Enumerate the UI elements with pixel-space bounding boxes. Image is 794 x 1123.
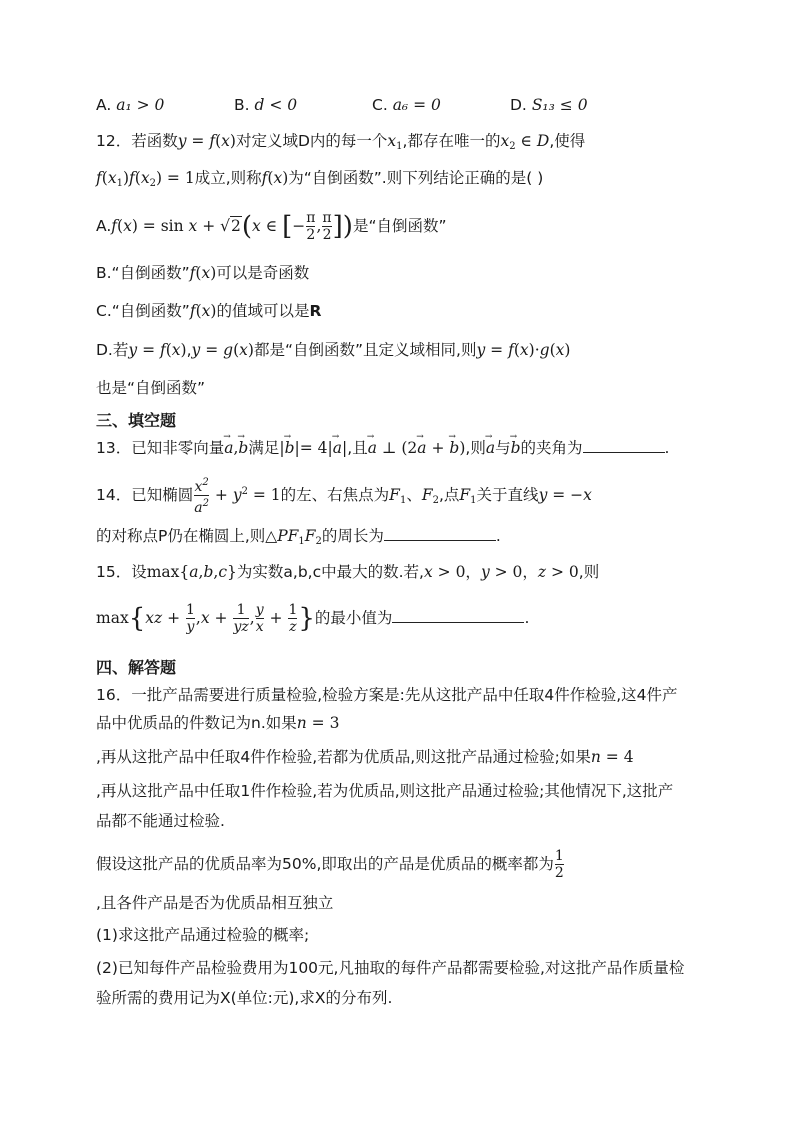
q11-option-a [96,96,164,114]
q11-option-c [372,96,441,114]
answer-blank [392,606,524,623]
q12-option-c: C.“自倒函数”f(x)的值域可以是R [96,302,322,320]
option-math: d < 0 [254,96,298,114]
answer-blank [384,524,496,541]
q12-option-a: A.f(x) = sin x + √2(x ∈ [− $\frac{\pi}{2}$ , $\frac{\pi}{2}$ ])是“自倒函数” [96,210,447,243]
q14-line-2: 的对称点P仍在椭圆上,则$\triangle PF_1F_2$的周长为 . [96,524,501,553]
q16-line-6: 假设这批产品的优质品率为50%,即取出的产品是优质品的概率都为 $\frac{1}{2}$ [96,848,564,881]
section-title-fill-in: 三、填空题 [96,411,177,430]
section-title-solutions: 四、解答题 [96,658,177,677]
answer-blank [583,436,665,453]
option-label: C. [372,96,388,114]
q16-line-4: ,再从这批产品中任取1件作检验,若为优质品,则这批产品通过检验;其他情况下,这批产 [96,782,674,800]
q12-line-2: $f(x_1)f(x_2) = 1$成立,则称f(x)为“自倒函数”.则下列结论正确的是( ) [96,169,544,189]
option-label: D. [510,96,527,114]
option-math: a₆ = 0 [392,96,441,114]
option-label: A. [96,96,112,114]
q13: 13．已知非零向量→ a,→ b满足|→ b|= 4|→ a|,且→ a ⊥ (2→ a + → b),则→ a与→ b的夹角为 . [96,436,669,459]
q12-line-1: 12．若函数y = f(x)对定义域D内的每一个$x_1$,都存在唯一的$x_2$ ∈ D,使得 [96,132,586,152]
q16-part-1: (1)求这批产品通过检验的概率; [96,926,310,944]
q11-option-d [510,96,588,114]
q16-line-3: ,再从这批产品中任取4件作检验,若都为优质品,则这批产品通过检验;如果n = 4 [96,748,634,766]
q16-part-2-line-1: (2)已知每件产品检验费用为100元,凡抽取的每件产品都需要检验,对这批产品作质量检 [96,959,685,977]
q16-part-2-line-2: 验所需的费用记为X(单位:元),求X的分布列. [96,989,393,1007]
q12-option-d-cont: 也是“自倒函数” [96,379,206,397]
q16-line-5: 品都不能通过检验. [96,812,225,830]
q12-option-d: D.若y = f(x),y = g(x)都是“自倒函数”且定义域相同,则y = f(x)·g(x) [96,341,571,359]
option-math: a₁ > 0 [116,96,165,114]
option-label: B. [234,96,250,114]
q15-line-1: 15．设max{a,b,c}为实数a,b,c中最大的数.若,x > 0，y > 0，z > 0,则 [96,563,600,581]
option-math: S₁₃ ≤ 0 [531,96,588,114]
q16-line-7: ,且各件产品是否为优质品相互独立 [96,894,334,912]
q16-line-2: 品中优质品的件数记为n.如果n = 3 [96,714,340,732]
q11-option-b [234,96,297,114]
q16-line-1: 16．一批产品需要进行质量检验,检验方案是:先从这批产品中任取4件作检验,这4件产 [96,686,678,704]
q14-line-1: 14．已知椭圆 $\frac{x^2}{a^2}$ + $y^2 = 1$的左、右焦点为$F_1$、$F_2$,点$F_1$关于直线y = −x [96,477,592,516]
q12-option-b: B.“自倒函数”f(x)可以是奇函数 [96,264,310,282]
q15-line-2: max{xz + $\frac{1}{y}$ ,x + $\frac{1}{yz}$ , $\frac{y}{x}$ + $\frac{1}{z}$ }的最小值为 . [96,602,530,635]
